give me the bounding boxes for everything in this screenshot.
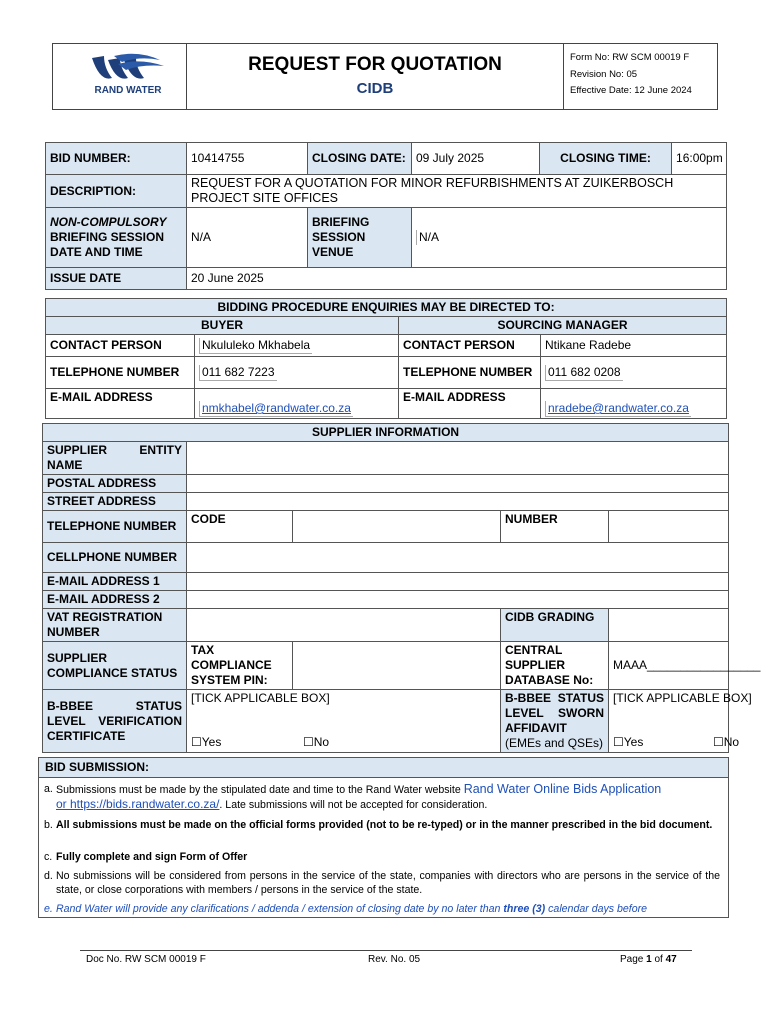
bbbee-cert-tick-note: [TICK APPLICABLE BOX]	[191, 691, 330, 705]
buyer-telephone-label: TELEPHONE NUMBER	[46, 357, 195, 389]
email2-label: E-MAIL ADDRESS 2	[43, 591, 187, 609]
street-address-label: STREET ADDRESS	[43, 493, 187, 511]
buyer-heading: BUYER	[46, 317, 399, 335]
rand-water-logo	[78, 52, 178, 98]
bbbee-affidavit-label: B-BBEE STATUS LEVEL SWORN AFFIDAVIT	[505, 691, 604, 735]
buyer-email-label: E-MAIL ADDRESS	[46, 389, 195, 419]
issue-date-label: ISSUE DATE	[46, 268, 187, 290]
page-subtitle: CIDB	[356, 80, 394, 97]
submission-item-b	[44, 818, 720, 832]
page-number: 1	[646, 954, 652, 965]
form-no: Form No: RW SCM 00019 F	[570, 52, 690, 63]
tax-pin-label: TAX COMPLIANCE SYSTEM PIN:	[187, 642, 293, 690]
manager-heading: SOURCING MANAGER	[399, 317, 727, 335]
item-c-label: c.	[44, 851, 53, 863]
item-b-label: b.	[44, 819, 53, 831]
manager-contact-label: CONTACT PERSON	[399, 335, 541, 357]
item-d-text: No submissions will be considered from persons in the service of the state, companies with directors who are persons in the service of the state, or close corporations with members / persons in the service of the state.	[56, 870, 720, 896]
enquiries-table	[45, 298, 727, 419]
bbbee-affidavit-no-checkbox[interactable]: ☐No	[713, 735, 740, 749]
bbbee-cert-no-checkbox[interactable]: ☐No	[303, 735, 330, 749]
item-a-text-2: . Late submissions will not be accepted for consideration.	[219, 799, 488, 811]
bid-details-table	[45, 142, 727, 290]
page-prefix: Page	[620, 954, 644, 965]
manager-phone: 011 682 0208	[545, 365, 623, 381]
briefing-label-rest: BRIEFING SESSION DATE AND TIME	[50, 230, 165, 259]
briefing-label-nc: NON-COMPULSORY	[50, 215, 167, 229]
cidb-label: CIDB GRADING	[501, 609, 609, 642]
postal-address-label: POSTAL ADDRESS	[43, 475, 187, 493]
submission-item-c	[44, 850, 720, 864]
code-label: CODE	[187, 511, 293, 543]
cellphone-field[interactable]	[187, 543, 729, 573]
bbbee-affidavit-tick-note: [TICK APPLICABLE BOX]	[613, 691, 752, 705]
manager-telephone-label: TELEPHONE NUMBER	[399, 357, 541, 389]
item-d-label: d.	[44, 870, 53, 882]
venue-label: BRIEFING SESSION VENUE	[308, 208, 412, 268]
manager-phone-cell	[541, 357, 727, 389]
item-e-label: e.	[44, 903, 53, 915]
effective-date: Effective Date: 12 June 2024	[570, 85, 692, 96]
tax-pin-field[interactable]	[293, 642, 501, 690]
page-of: of	[654, 954, 663, 965]
buyer-email-cell	[195, 389, 399, 419]
closing-date-label: CLOSING DATE:	[308, 143, 412, 175]
email1-field[interactable]	[187, 573, 729, 591]
csd-label: CENTRAL SUPPLIER DATABASE No:	[501, 642, 609, 690]
manager-email-link[interactable]: nradebe@randwater.co.za	[545, 401, 691, 417]
item-b-text: All submissions must be made on the official forms provided (not to be re-typed) or in the manner prescribed in the bid document.	[56, 819, 713, 831]
manager-email-label: E-MAIL ADDRESS	[399, 389, 541, 419]
submission-item-a	[44, 782, 720, 812]
entity-name-field[interactable]	[187, 442, 729, 475]
item-e-text	[56, 902, 720, 916]
bid-number-label: BID NUMBER:	[46, 143, 187, 175]
buyer-name-cell	[195, 335, 399, 357]
rand-water-wave-icon	[78, 52, 178, 86]
footer-rule	[80, 950, 692, 951]
bid-number-value: 10414755	[187, 143, 308, 175]
bbbee-cert-label: B-BBEE STATUS LEVEL VERIFICATION CERTIFICATE	[43, 690, 187, 753]
submission-item-e	[44, 902, 720, 916]
page-title: REQUEST FOR QUOTATION	[248, 54, 502, 75]
venue-value-text: N/A	[416, 230, 441, 245]
code-field[interactable]	[293, 511, 501, 543]
csd-value[interactable]: MAAA_________________	[609, 642, 729, 690]
item-c-text: Fully complete and sign Form of Offer	[56, 851, 248, 863]
buyer-phone: 011 682 7223	[199, 365, 277, 381]
item-e-text-1: Rand Water will provide any clarifications / addenda / extension of closing date by no later than	[56, 903, 501, 915]
enquiries-heading: BIDDING PROCEDURE ENQUIRIES MAY BE DIRECTED TO:	[46, 299, 727, 317]
bbbee-affidavit-yes-checkbox[interactable]: ☐Yes	[613, 735, 644, 749]
footer-page	[620, 954, 677, 965]
bbbee-cert-field	[187, 690, 501, 753]
manager-name: Ntikane Radebe	[541, 335, 727, 357]
header-divider-right	[563, 43, 564, 109]
briefing-label-cell	[46, 208, 187, 268]
supplier-info-table	[42, 423, 761, 753]
bbbee-cert-yes-checkbox[interactable]: ☐Yes	[191, 735, 222, 749]
manager-email-cell	[541, 389, 727, 419]
header-divider-left	[186, 43, 187, 109]
vat-field[interactable]	[187, 609, 501, 642]
item-e-bold: three (3)	[503, 903, 546, 915]
bbbee-affidavit-cell	[501, 690, 609, 753]
closing-time-label: CLOSING TIME:	[540, 143, 672, 175]
entity-name-label: SUPPLIER ENTITY NAME	[43, 442, 187, 475]
item-a-text	[56, 782, 720, 812]
bids-url-link[interactable]: or https://bids.randwater.co.za/	[56, 797, 220, 811]
compliance-label: SUPPLIER COMPLIANCE STATUS	[43, 642, 187, 690]
postal-address-field[interactable]	[187, 475, 729, 493]
online-bids-link[interactable]: Rand Water Online Bids Application	[463, 782, 662, 796]
footer-doc-no: Doc No. RW SCM 00019 F	[86, 954, 206, 965]
number-field[interactable]	[609, 511, 729, 543]
bbbee-affidavit-field	[609, 690, 752, 753]
affidavit-note: (EMEs and QSEs)	[505, 736, 604, 750]
supplier-heading: SUPPLIER INFORMATION	[43, 424, 729, 442]
street-address-field[interactable]	[187, 493, 729, 511]
buyer-email-link[interactable]: nmkhabel@randwater.co.za	[199, 401, 353, 417]
number-label: NUMBER	[501, 511, 609, 543]
bid-submission-heading: BID SUBMISSION:	[39, 758, 728, 778]
issue-date-value: 20 June 2025	[187, 268, 727, 290]
buyer-contact-label: CONTACT PERSON	[46, 335, 195, 357]
cellphone-label: CELLPHONE NUMBER	[43, 543, 187, 573]
footer-rev-no: Rev. No. 05	[368, 954, 421, 965]
email1-label: E-MAIL ADDRESS 1	[43, 573, 187, 591]
item-e-text-2: calendar days before	[548, 903, 648, 915]
venue-value	[412, 208, 727, 268]
telephone-label: TELEPHONE NUMBER	[43, 511, 187, 543]
page-total: 47	[665, 954, 677, 965]
buyer-name: Nkululeko Mkhabela	[199, 338, 312, 354]
vat-label: VAT REGISTRATION NUMBER	[43, 609, 187, 642]
email2-field[interactable]	[187, 591, 729, 609]
item-a-label: a.	[44, 783, 53, 795]
cidb-field[interactable]	[609, 609, 729, 642]
item-a-text-1: Submissions must be made by the stipulated date and time to the Rand Water website	[56, 784, 461, 796]
closing-time-value: 16:00pm	[672, 143, 727, 175]
logo-text: RAND WATER	[94, 85, 162, 96]
briefing-value: N/A	[187, 208, 308, 268]
closing-date-value: 09 July 2025	[412, 143, 540, 175]
submission-item-d	[44, 869, 720, 897]
description-label: DESCRIPTION:	[46, 175, 187, 208]
buyer-phone-cell	[195, 357, 399, 389]
description-value: REQUEST FOR A QUOTATION FOR MINOR REFURBISHMENTS AT ZUIKERBOSCH PROJECT SITE OFFICES	[187, 175, 727, 208]
revision-no: Revision No: 05	[570, 69, 638, 80]
